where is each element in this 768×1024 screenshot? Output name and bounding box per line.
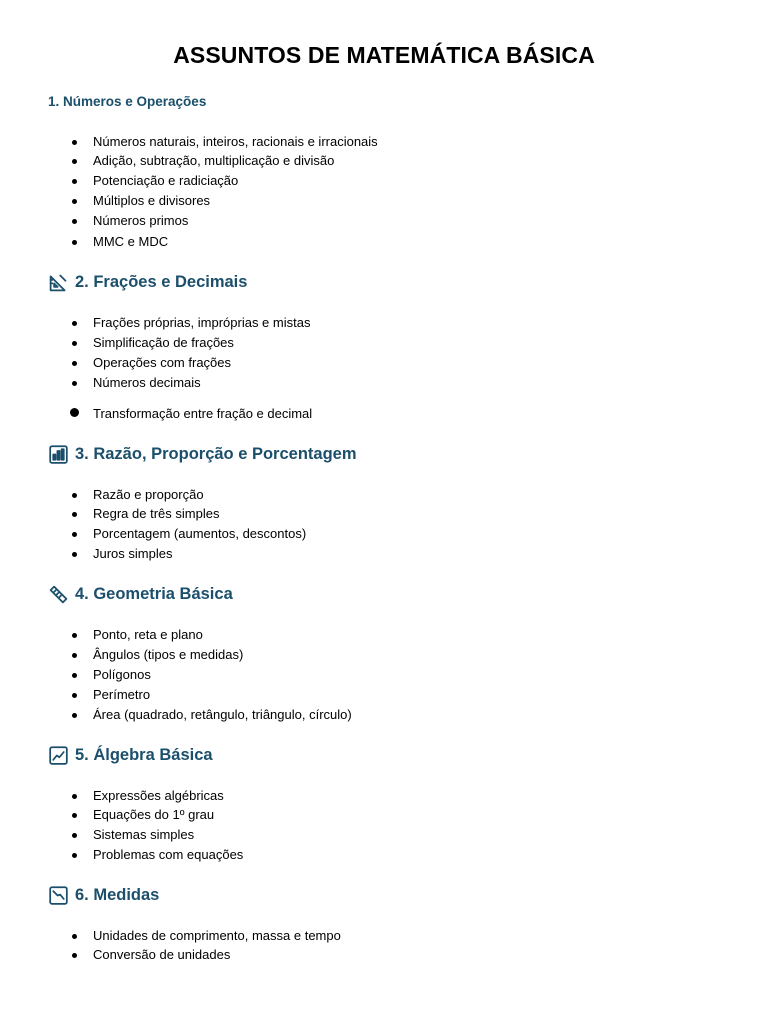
ruler-icon	[48, 584, 69, 605]
list-item: Múltiplos e divisores	[93, 193, 211, 208]
section-heading	[48, 94, 206, 109]
section-heading	[48, 272, 247, 293]
list-item: Adição, subtração, multiplicação e divisão	[93, 153, 335, 168]
section-heading-text: 6. Medidas	[75, 886, 160, 904]
list-item: Números decimais	[93, 375, 201, 390]
list-item: Área (quadrado, retângulo, triângulo, círculo)	[93, 707, 352, 722]
triangle-ruler-icon	[48, 272, 69, 293]
list-item: Problemas com equações	[93, 847, 244, 862]
section-heading	[48, 444, 357, 465]
line-chart-up-icon	[48, 745, 69, 766]
section-heading	[48, 885, 159, 906]
list-item: Potenciação e radiciação	[93, 173, 239, 188]
list-item: Ponto, reta e plano	[93, 627, 203, 642]
list-item: Operações com frações	[93, 355, 232, 370]
list-item: Frações próprias, impróprias e mistas	[93, 315, 311, 330]
list-item: Simplificação de frações	[93, 335, 234, 350]
list-item: Unidades de comprimento, massa e tempo	[93, 928, 341, 943]
list-item: Perímetro	[93, 687, 151, 702]
list-item: Regra de três simples	[93, 506, 220, 521]
section-heading	[48, 584, 233, 605]
list-item: Juros simples	[93, 546, 173, 561]
list-item: Expressões algébricas	[93, 788, 224, 803]
list-item: MMC e MDC	[93, 234, 169, 249]
section-heading-text: 5. Álgebra Básica	[75, 746, 213, 764]
list-item: Equações do 1º grau	[93, 807, 215, 822]
line-chart-down-icon	[48, 885, 69, 906]
section-heading-text: 4. Geometria Básica	[75, 585, 233, 603]
list-item: Números primos	[93, 213, 189, 228]
section-heading-text: 2. Frações e Decimais	[75, 273, 248, 291]
list-item: Sistemas simples	[93, 827, 195, 842]
page-title: ASSUNTOS DE MATEMÁTICA BÁSICA	[173, 42, 595, 68]
section-heading	[48, 745, 213, 766]
list-item: Ângulos (tipos e medidas)	[93, 647, 244, 662]
section-heading-text: 3. Razão, Proporção e Porcentagem	[75, 445, 357, 463]
bar-chart-icon	[48, 444, 69, 465]
list-item: Porcentagem (aumentos, descontos)	[93, 526, 307, 541]
section-heading-text: 1. Números e Operações	[48, 94, 207, 109]
list-item: Razão e proporção	[93, 487, 204, 502]
list-item: Transformação entre fração e decimal	[93, 406, 313, 421]
list-item: Polígonos	[93, 667, 151, 682]
list-item: Conversão de unidades	[93, 947, 231, 962]
list-item: Números naturais, inteiros, racionais e irracionais	[93, 134, 378, 149]
